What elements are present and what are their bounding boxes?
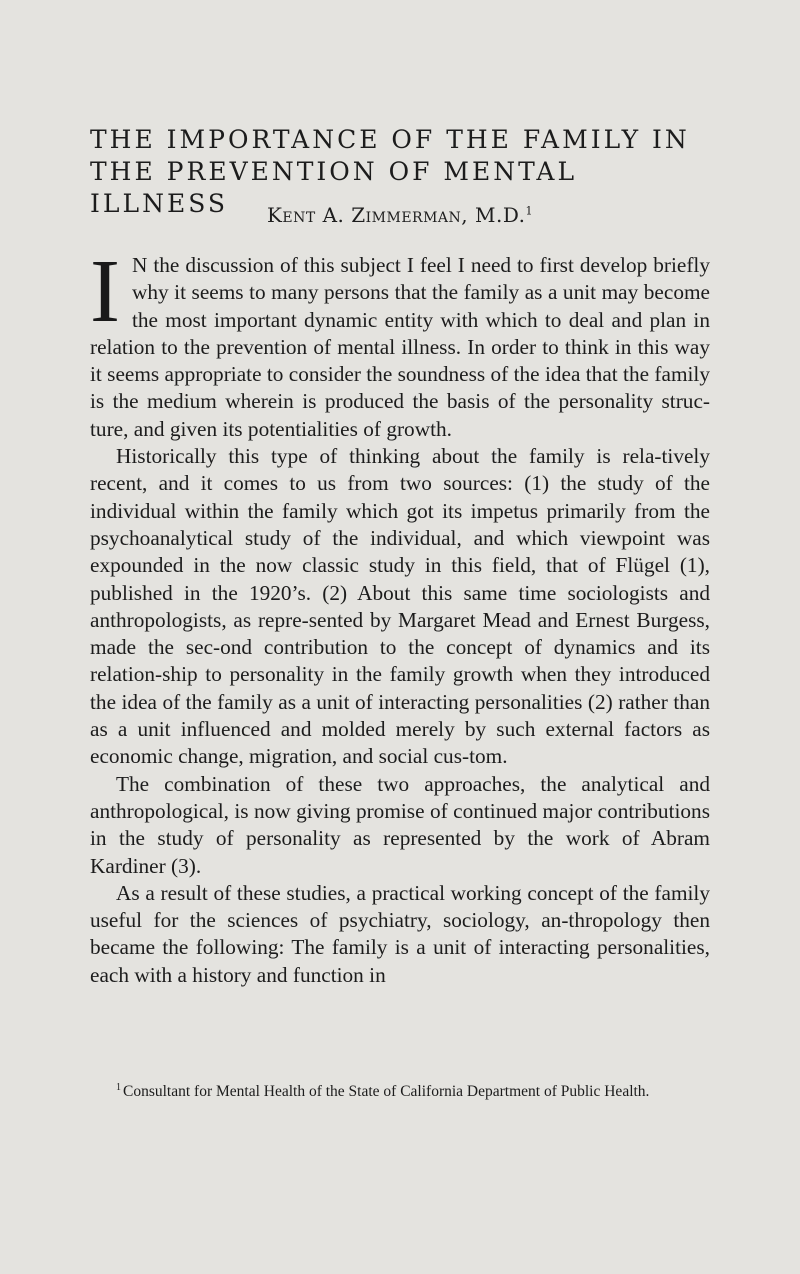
author-name: Kent A. Zimmerman, M.D. (266, 203, 526, 227)
footnote-text: Consultant for Mental Health of the State of California Department of Public Health. (123, 1083, 650, 1100)
article-title-line-2: THE PREVENTION OF MENTAL ILLNESS (90, 157, 578, 218)
article-body (90, 242, 710, 989)
footnote-number: 1 (116, 1081, 121, 1093)
footnote (90, 1083, 710, 1101)
drop-cap: I (90, 242, 120, 341)
author-footnote-mark: 1 (525, 204, 534, 218)
article-title-line-1: THE IMPORTANCE OF THE FAMILY IN (90, 125, 690, 154)
paragraph-1-text: N the discussion of this subject I feel I need to first develop briefly why it seems to many persons that the family as a unit may become the most important dynamic entity with which to deal and plan in relation to the prevention of mental illness. In order to think in this way it seems appropriate to consider the soundness of the idea that the family is the medium wherein is produced the basis of the personality struc-ture, and given its potentialities of growth. (90, 253, 710, 441)
paragraph-3: The combination of these two approaches, the analytical and anthropological, is now giving promise of continued major contributions in the study of personality as represented by the work of Abram Kardiner (3). (90, 771, 710, 878)
paragraph-4: As a result of these studies, a practical working concept of the family useful for the sciences of psychiatry, sociology, an-thropology then became the following: The family is a unit of interacting personalities, each with a history and function in (90, 880, 710, 987)
paragraph-1 (90, 242, 710, 443)
author-byline (0, 202, 800, 228)
paragraph-2: Historically this type of thinking about the family is rela-tively recent, and it comes to us from two sources: (1) the study of the individual within the family which got its impetus primarily from the psychoanalytical study of the individual, and which viewpoint was expounded in the now classic study in this field, that of Flügel (1), published in the 1920’s. (2) About this same time sociologists and anthropologists, as repre-sented by Margaret Mead and Ernest Burgess, made the sec-ond contribution to the concept of dynamics and its relation-ship to personality in the family growth when they introduced the idea of the family as a unit of interacting personalities (2) rather than as a unit influenced and molded merely by such external factors as economic change, migration, and social cus-tom. (90, 444, 710, 769)
